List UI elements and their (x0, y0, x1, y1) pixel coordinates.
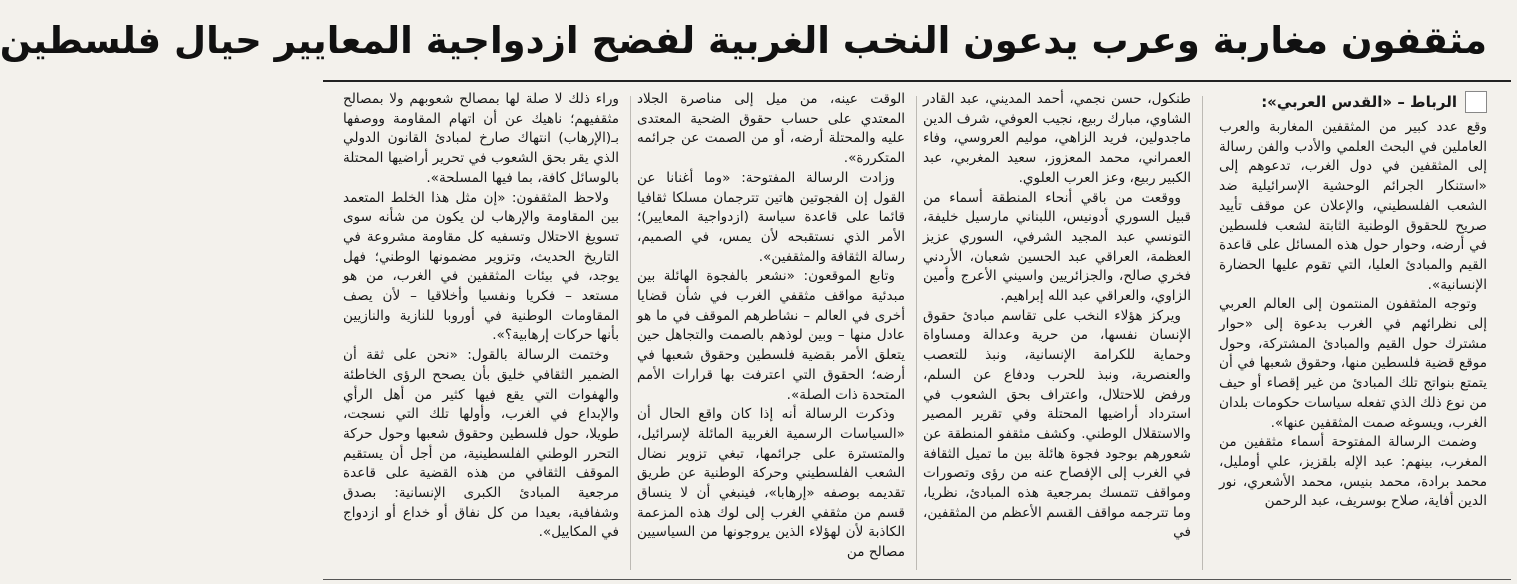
paragraph: وقع عدد كبير من المثقفين المغاربة والعرب العاملين في البحث العلمي والأدب والفن رسالة إلى المثقفين في دول الغرب، تدعوهم إلى «استنكار الجرائم الوحشية الإسرائيلية ضد الشعب الفلسطيني، والإعلان عن موقف تأييد صريح للحقوق الوطنية الثابتة لشعب فلسطين في أرضه، وحوار حول هذه المسائل على قاعدة القيم والمبادئ العليا، التي تقوم عليها الحضارة الإنسانية». (1219, 119, 1487, 293)
paragraph: وختمت الرسالة بالقول: «نحن على ثقة أن الضمير الثقافي خليق بأن يصحح الرؤى الخاطئة والهفوات التي يقع فيها كثير من أهل الرأي والإبداع في الغرب، وأولها تلك التي نسجت، طويلا، حول فلسطين وحقوق شعبها وحول حركة التحرر الوطني الفلسطينية، من أجل أن يستقيم الموقف الثقافي من هذه القضية على قاعدة مرجعية المبادئ الكبرى الإنسانية: بصدق وشفافية، بعيدا من كل نفاق أو خداع أو ازدواج في المكاييل». (343, 347, 619, 541)
paragraph: ويركز هؤلاء النخب على تقاسم مبادئ حقوق الإنسان نفسها، من حرية وعدالة ومساواة وحماية للكرامة الإنسانية، ونبذ للتعصب والعنصرية، ونبذ للحرب ودفاع عن السلم، ورفض للاحتلال، واعتراف بحق الشعوب في استرداد أراضيها المحتلة وفي تقرير المصير والاستقلال الوطني. وكشف مثقفو المنطقة عن شعورهم بوجود فجوة هائلة بين ما تميل الثقافة في الغرب إلى الإفصاح عنه من رؤى وتصورات ومواقف تتمسك بمرجعية هذه المبادئ، نظريا، وما تترجمه مواقف القسم الأعظم من المثقفين، في (923, 307, 1191, 541)
paragraph: وتوجه المثقفون المنتمون إلى العالم العربي إلى نظرائهم في الغرب بدعوة إلى «حوار مشترك حول القيم والمبادئ المشتركة، وحول موقع قضية فلسطين منها، وحقوق شعبها في أن يتمتع بنواتج تلك المبادئ من غير إقصاء أو حيف من نوع ذلك الذي تفعله سياسات حكومات بلدان الغرب، ويسوغه صمت المثقفين عنها». (1219, 296, 1487, 431)
paragraph: الوقت عينه، من ميل إلى مناصرة الجلاد المعتدي على حساب حقوق الضحية المعتدى عليه والمحتلة أرضه، أو من الصمت عن جرائمه المتكررة». (637, 91, 905, 167)
column-divider (630, 96, 631, 570)
paragraph: ولاحظ المثقفون: «إن مثل هذا الخلط المتعمد بين المقاومة والإرهاب لن يكون من شأنه سوى تسويغ الاحتلال وتسفيه كل مقاومة مشروعة في التاريخ الحديث، وتزوير مضمونها الوطني؛ فهل يوجد، في بيئات المثقفين في الغرب، من هو مستعد – فكريا ونفسيا وأخلاقيا – لأن يصف المقاومات الوطنية في أوروبا للنازية والنازيين بأنها حركات إرهابية؟». (343, 189, 619, 344)
paragraph: وزادت الرسالة المفتوحة: «وما أغنانا عن القول إن الفجوتين هاتين تترجمان مسلكا ثقافيا قائما على قاعدة سياسة (ازدواجية المعايير)؛ الأمر الذي نستقبحه لأن يمس، في الصميم، رسالة الثقافة والمثقفين». (637, 169, 905, 265)
paragraph: وراء ذلك لا صلة لها بمصالح شعوبهم ولا بمصالح مثقفيهم؛ ناهيك عن أن اتهام المقاومة ووصفها بـ(الإرهاب) انتهاك صارخ لمبادئ القانون الدولي الذي يقر بحق الشعوب في تحرير أراضيها المحتلة بالوسائل كافة، بما فيها المسلحة». (343, 91, 619, 186)
dateline (1219, 90, 1487, 114)
bottom-rule (323, 579, 1511, 580)
article-column-2 (923, 90, 1191, 574)
paragraph: ووقعت من باقي أنحاء المنطقة أسماء من قبيل السوري أدونيس، اللبناني مارسيل خليفة، التونسي عبد المجيد الشرفي، السوري عزيز العظمة، العراقي عبد الحسين شعبان، الأردني فخري صالح، والجزائريين واسيني الأعرج وأمين الزاوي، والعراقي عبد الله إبراهيم. (923, 189, 1191, 305)
article-column-3 (637, 90, 905, 574)
paragraph: وتابع الموقعون: «نشعر بالفجوة الهائلة بين مبدئية مواقف مثقفي الغرب في شأن قضايا أخرى في العالم – نشاطرهم الموقف في ما هو عادل منها – وبين لوذهم بالصمت والتجاهل حين يتعلق الأمر بقضية فلسطين وحقوق شعبها في أرضه؛ الحقوق التي اعترفت بها قرارات الأمم المتحدة ذات الصلة». (637, 268, 905, 403)
column-divider (1202, 96, 1203, 570)
paragraph: وضمت الرسالة المفتوحة أسماء مثقفين من المغرب، بينهم: عبد الإله بلقزيز، علي أومليل، محمد برادة، محمد بنيس، محمد الأشعري، نور الدين أفاية، صلاح بوسريف، عبد الرحمن (1219, 434, 1487, 510)
headline-rule (323, 80, 1511, 82)
article-headline: مثقفون مغاربة وعرب يدعون النخب الغربية لفضح ازدواجية المعايير حيال فلسطين (0, 19, 1487, 62)
article-column-1 (1219, 90, 1487, 574)
dateline-text: الرباط – «القدس العربي»: (1261, 93, 1457, 111)
dateline-marker (1465, 91, 1487, 113)
article-column-4 (343, 90, 619, 574)
column-divider (916, 96, 917, 570)
paragraph: وذكرت الرسالة أنه إذا كان واقع الحال أن «السياسات الرسمية الغربية المائلة لإسرائيل، والمتسترة على جرائمها، تبغي تزوير نضال الشعب الفلسطيني وحركة الوطنية عن طريق تقديمه بوصفه «إرهابا»، فينبغي أن لا ينساق قسم من مثقفي الغرب إلى لوك هذه المزعمة الكاذبة لأن لهؤلاء الذين يروجونها من السياسيين مصالح من (637, 406, 905, 561)
paragraph: طنكول، حسن نجمي، أحمد المديني، عبد القادر الشاوي، مبارك ربيع، نجيب العوفي، شرف الدين ماجدولين، فريد الزاهي، موليم العروسي، وفاء العمراني، محمد المعزوز، سعيد المغربي، عبد الكبير ربيع، وعز العرب العلوي. (923, 91, 1191, 186)
